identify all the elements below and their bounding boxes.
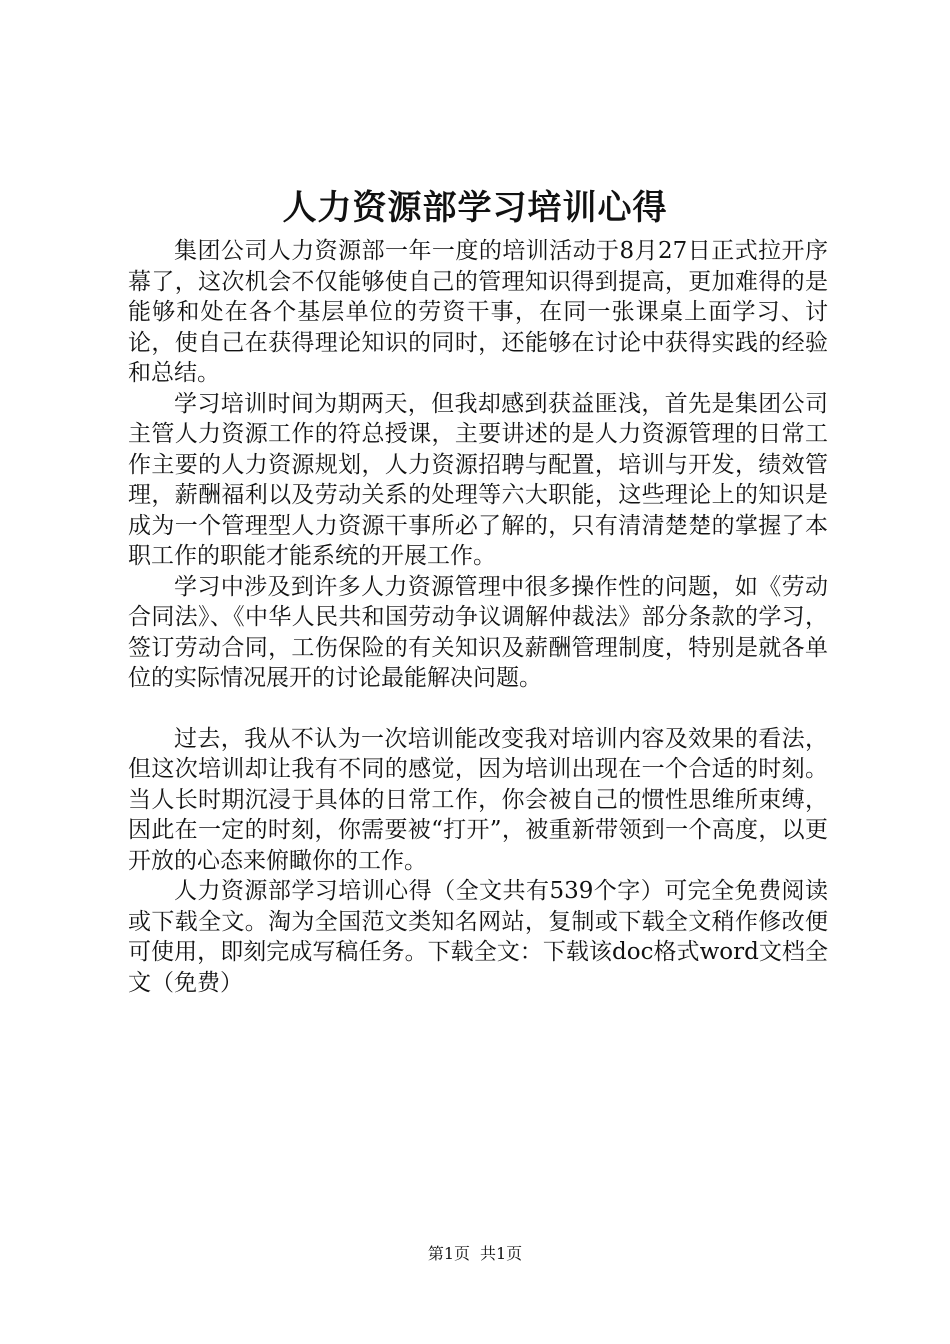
paragraph-5: 人力资源部学习培训心得（全文共有539个字）可完全免费阅读或下载全文。淘为全国范文类知名网站，复制或下载全文稍作修改便可使用，即刻完成写稿任务。下载全文：下载该doc格式word文档全文（免费） bbox=[128, 878, 828, 996]
paragraph-3: 学习中涉及到许多人力资源管理中很多操作性的问题，如《劳动合同法》、《中华人民共和国劳动争议调解仲裁法》部分条款的学习，签订劳动合同，工伤保险的有关知识及薪酬管理制度，特别是就各单位的实际情况展开的讨论最能解决问题。 bbox=[128, 573, 828, 691]
document-body bbox=[128, 236, 828, 998]
page-number: 第1页 bbox=[427, 1244, 470, 1263]
paragraph-2: 学习培训时间为期两天，但我却感到获益匪浅，首先是集团公司主管人力资源工作的符总授课，主要讲述的是人力资源管理的日常工作主要的人力资源规划，人力资源招聘与配置，培训与开发，绩效管理，薪酬福利以及劳动关系的处理等六大职能，这些理论上的知识是成为一个管理型人力资源干事所必了解的，只有清清楚楚的掌握了本职工作的职能才能系统的开展工作。 bbox=[128, 390, 828, 569]
page-footer bbox=[0, 1243, 950, 1265]
page-total: 共1页 bbox=[480, 1244, 523, 1263]
document-title: 人力资源部学习培训心得 bbox=[282, 188, 668, 228]
paragraph-4: 过去，我从不认为一次培训能改变我对培训内容及效果的看法，但这次培训却让我有不同的感觉，因为培训出现在一个合适的时刻。当人长时期沉浸于具体的日常工作，你会被自己的惯性思维所束缚，因此在一定的时刻，你需要被“打开”，被重新带领到一个高度，以更开放的心态来俯瞰你的工作。 bbox=[128, 725, 828, 874]
paragraph-1: 集团公司人力资源部一年一度的培训活动于8月27日正式拉开序幕了，这次机会不仅能够使自己的管理知识得到提高，更加难得的是能够和处在各个基层单位的劳资干事，在同一张课桌上面学习、讨论，使自己在获得理论知识的同时，还能够在讨论中获得实践的经验和总结。 bbox=[128, 238, 828, 386]
